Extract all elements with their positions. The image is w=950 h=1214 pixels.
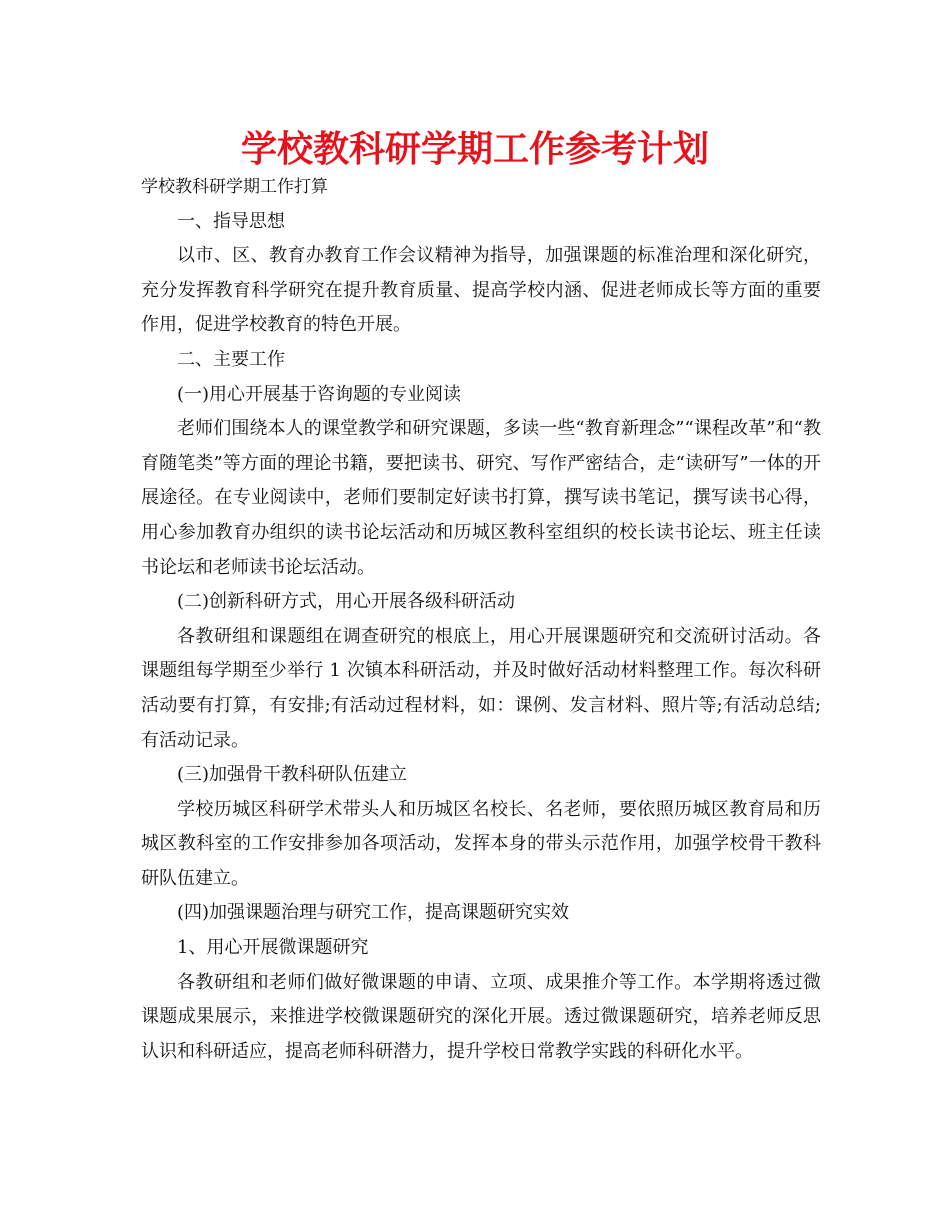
paragraph-guiding-ideology: 以市、区、教育办教育工作会议精神为指导，加强课题的标准治理和深化研究，充分发挥教育科学研究在提升教育质量、提高学校内涵、促进老师成长等方面的重要作用，促进学校教育的特色开展。 bbox=[141, 245, 821, 336]
subheading-backbone-team: (三)加强骨干教科研队伍建立 bbox=[177, 764, 408, 786]
document-title: 学校教科研学期工作参考计划 bbox=[240, 129, 709, 170]
subheading-micro-topic: 1、用心开展微课题研究 bbox=[177, 937, 369, 959]
document-body bbox=[141, 170, 821, 1069]
section-heading-main-work: 二、主要工作 bbox=[177, 348, 285, 370]
paragraph-professional-reading: 老师们围绕本人的课堂教学和研究课题，多读一些“教育新理念”“课程改革”和“教育随笔类”等方面的理论书籍，要把读书、研究、写作严密结合，走“读研写”一体的开展途径。在专业阅读中，老师们要制定好读书打算，撰写读书笔记，撰写读书心得，用心参加教育办组织的读书论坛活动和历城区教科室组织的校长读书论坛、班主任读书论坛和老师读书论坛活动。 bbox=[141, 418, 821, 578]
subheading-professional-reading: (一)用心开展基于咨询题的专业阅读 bbox=[177, 383, 462, 405]
document-subtitle: 学校教科研学期工作打算 bbox=[141, 177, 328, 197]
section-heading-guiding-ideology: 一、指导思想 bbox=[177, 210, 285, 232]
subheading-topic-management: (四)加强课题治理与研究工作，提高课题研究实效 bbox=[177, 902, 570, 924]
paragraph-research-methods: 各教研组和课题组在调查研究的根底上，用心开展课题研究和交流研讨活动。各课题组每学期至少举行 1 次镇本科研活动，并及时做好活动材料整理工作。每次科研活动要有打算，有安排;有活动过程材料，如：课例、发言材料、照片等;有活动总结;有活动记录。 bbox=[141, 625, 821, 751]
paragraph-micro-topic: 各教研组和老师们做好微课题的申请、立项、成果推介等工作。本学期将透过微课题成果展示，来推进学校微课题研究的深化开展。透过微课题研究，培养老师反思认识和科研适应，提高老师科研潜力，提升学校日常教学实践的科研化水平。 bbox=[141, 971, 821, 1062]
subheading-research-methods: (二)创新科研方式，用心开展各级科研活动 bbox=[177, 591, 516, 613]
paragraph-backbone-team: 学校历城区科研学术带头人和历城区名校长、名老师，要依照历城区教育局和历城区教科室的工作安排参加各项活动，发挥本身的带头示范作用，加强学校骨干教科研队伍建立。 bbox=[141, 798, 821, 889]
